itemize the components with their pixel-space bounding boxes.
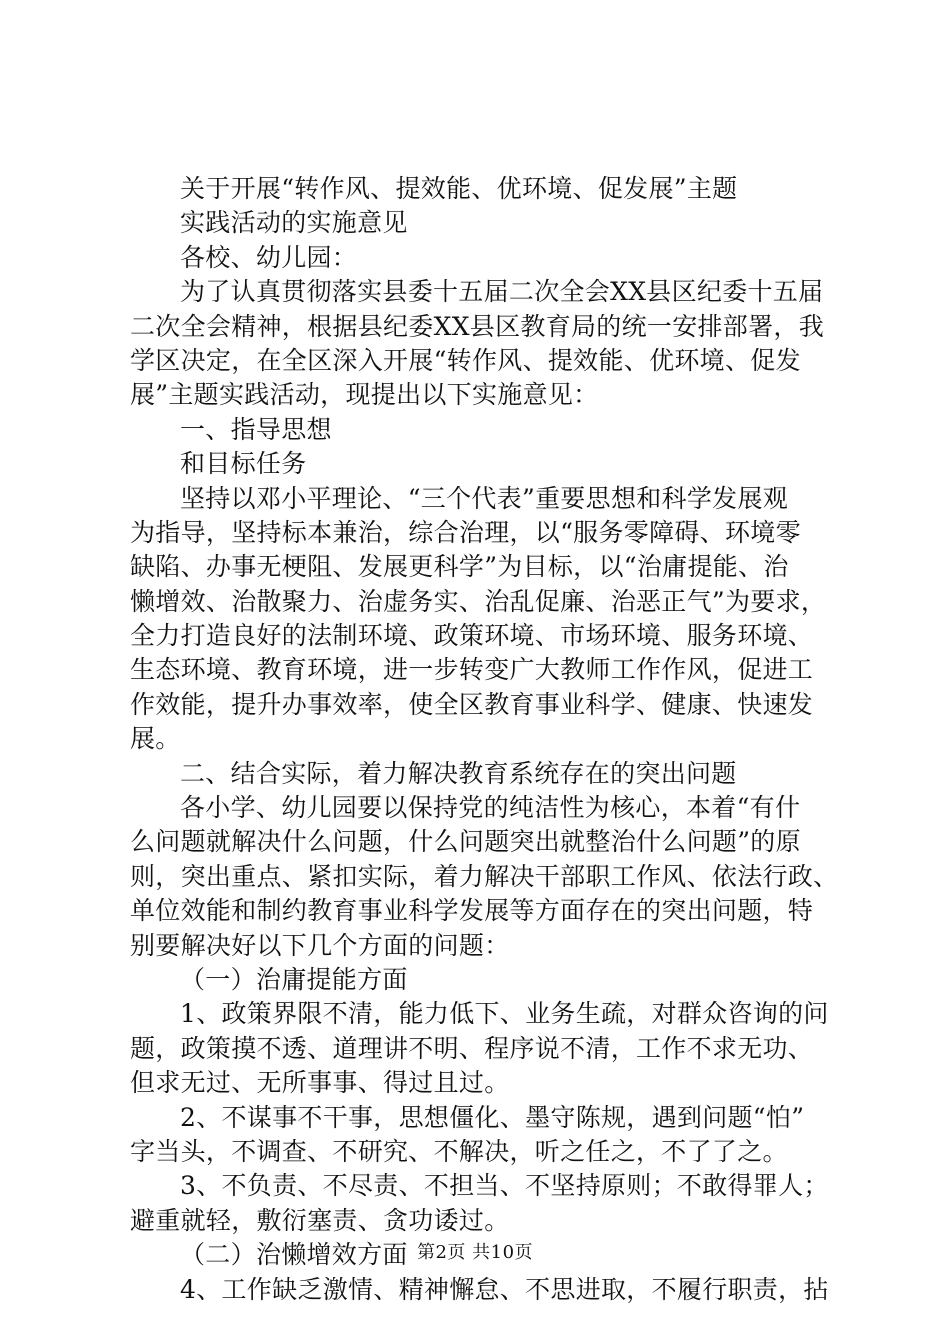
text-line: 1、政策界限不清，能力低下、业务生疏，对群众咨询的问 bbox=[180, 999, 829, 1029]
text-line: （一）治庸提能方面 bbox=[180, 964, 408, 994]
text-line: 懒增效、治散聚力、治虚务实、治乱促廉、治恶正气”为要求， bbox=[130, 586, 827, 616]
text-line: 避重就轻，敷衍塞责、贪功诿过。 bbox=[130, 1205, 510, 1235]
text-line: 二、结合实际，着力解决教育系统存在的突出问题 bbox=[180, 758, 737, 788]
text-line: 则，突出重点、紧扣实际，着力解决干部职工作风、依法行政、 bbox=[130, 861, 839, 891]
text-line: 作效能，提升办事效率，使全区教育事业科学、健康、快速发 bbox=[130, 689, 814, 719]
document-body bbox=[130, 172, 839, 1307]
text-line: 展”主题实践活动，现提出以下实施意见： bbox=[130, 380, 599, 410]
text-line: 别要解决好以下几个方面的问题： bbox=[130, 930, 510, 960]
text-line: （二）治懒增效方面 bbox=[180, 1240, 408, 1270]
text-line: 各校、幼儿园： bbox=[180, 242, 358, 272]
text-line: 关于开展“转作风、提效能、优环境、促发展”主题 bbox=[180, 174, 738, 203]
text-line: 但求无过、无所事事、得过且过。 bbox=[130, 1068, 510, 1098]
text-line: 二次全会精神，根据县纪委XX县区教育局的统一安排部署，我 bbox=[130, 311, 824, 341]
text-line: 和目标任务 bbox=[180, 449, 307, 479]
text-line: 4、工作缺乏激情、精神懈怠、不思进取，不履行职责，拈 bbox=[180, 1274, 829, 1304]
text-line: 展。 bbox=[130, 724, 181, 754]
text-line: 3、不负责、不尽责、不担当、不坚持原则；不敢得罪人； bbox=[180, 1171, 829, 1201]
text-line: 各小学、幼儿园要以保持党的纯洁性为核心，本着“有什 bbox=[180, 793, 801, 823]
text-line: 坚持以邓小平理论、“三个代表”重要思想和科学发展观 bbox=[180, 483, 789, 513]
text-line: 字当头，不调查、不研究、不解决，听之任之，不了了之。 bbox=[130, 1136, 788, 1166]
page-footer: 第2页 共10页 bbox=[416, 1242, 534, 1263]
text-line: 缺陷、办事无梗阻、发展更科学”为目标，以“治庸提能、治 bbox=[130, 552, 789, 582]
text-line: 一、指导思想 bbox=[180, 414, 332, 444]
text-line: 么问题就解决什么问题，什么问题突出就整治什么问题”的原 bbox=[130, 827, 801, 857]
text-line: 2、不谋事不干事，思想僵化、墨守陈规，遇到问题“怕” bbox=[180, 1102, 805, 1132]
text-line: 学区决定，在全区深入开展“转作风、提效能、优环境、促发 bbox=[130, 345, 801, 375]
text-line: 为了认真贯彻落实县委十五届二次全会XX县区纪委十五届 bbox=[180, 277, 824, 307]
text-line: 为指导，坚持标本兼治，综合治理，以“服务零障碍、环境零 bbox=[130, 517, 801, 547]
text-line: 题，政策摸不透、道理讲不明、程序说不清，工作不求无功、 bbox=[130, 1033, 814, 1063]
text-line: 实践活动的实施意见 bbox=[180, 208, 408, 238]
text-line: 全力打造良好的法制环境、政策环境、市场环境、服务环境、 bbox=[130, 621, 814, 651]
text-line: 生态环境、教育环境，进一步转变广大教师工作作风，促进工 bbox=[130, 655, 814, 685]
text-line: 单位效能和制约教育事业科学发展等方面存在的突出问题，特 bbox=[130, 896, 814, 926]
